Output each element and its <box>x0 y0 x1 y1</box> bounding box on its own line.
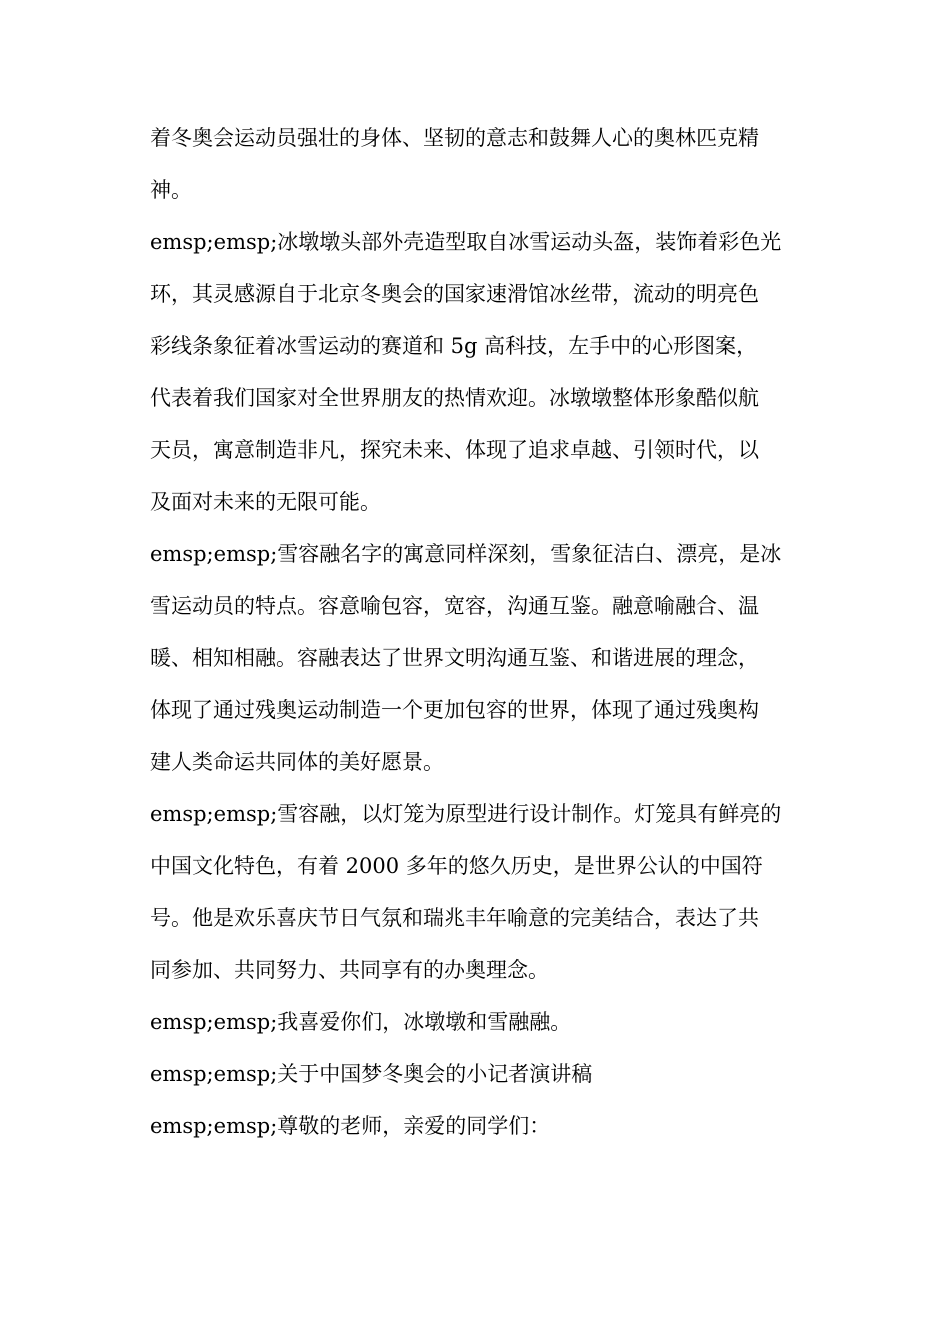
paragraph <box>150 528 800 788</box>
text-line: emsp;emsp;冰墩墩头部外壳造型取自冰雪运动头盔，装饰着彩色光 <box>150 230 782 254</box>
paragraph <box>150 1048 800 1100</box>
text-line: 及面对未来的无限可能。 <box>150 490 381 514</box>
text-line: 建人类命运共同体的美好愿景。 <box>150 750 444 774</box>
text-line: 中国文化特色，有着 2000 多年的悠久历史，是世界公认的中国符 <box>150 854 763 878</box>
text-line: emsp;emsp;我喜爱你们，冰墩墩和雪融融。 <box>150 1010 572 1034</box>
paragraph <box>150 996 800 1048</box>
paragraph <box>150 112 800 216</box>
text-line: 环，其灵感源自于北京冬奥会的国家速滑馆冰丝带，流动的明亮色 <box>150 282 759 306</box>
text-line: 同参加、共同努力、共同享有的办奥理念。 <box>150 958 549 982</box>
document-page <box>150 112 800 1152</box>
paragraph <box>150 216 800 528</box>
text-line: 神。 <box>150 178 192 202</box>
paragraph <box>150 1100 800 1152</box>
text-line: 体现了通过残奥运动制造一个更加包容的世界，体现了通过残奥构 <box>150 698 759 722</box>
text-line: emsp;emsp;尊敬的老师，亲爱的同学们： <box>150 1114 551 1138</box>
text-line: 天员，寓意制造非凡，探究未来、体现了追求卓越、引领时代，以 <box>150 438 759 462</box>
text-line: 雪运动员的特点。容意喻包容，宽容，沟通互鉴。融意喻融合、温 <box>150 594 759 618</box>
text-line: emsp;emsp;雪容融名字的寓意同样深刻，雪象征洁白、漂亮，是冰 <box>150 542 782 566</box>
text-line: 暖、相知相融。容融表达了世界文明沟通互鉴、和谐进展的理念， <box>150 646 759 670</box>
text-line: 彩线条象征着冰雪运动的赛道和 5g 高科技，左手中的心形图案， <box>150 334 758 358</box>
text-line: emsp;emsp;关于中国梦冬奥会的小记者演讲稿 <box>150 1062 593 1086</box>
text-line: 号。他是欢乐喜庆节日气氛和瑞兆丰年喻意的完美结合，表达了共 <box>150 906 759 930</box>
text-line: 代表着我们国家对全世界朋友的热情欢迎。冰墩墩整体形象酷似航 <box>150 386 759 410</box>
paragraph <box>150 788 800 996</box>
text-line: 着冬奥会运动员强壮的身体、坚韧的意志和鼓舞人心的奥林匹克精 <box>150 126 759 150</box>
text-line: emsp;emsp;雪容融，以灯笼为原型进行设计制作。灯笼具有鲜亮的 <box>150 802 782 826</box>
